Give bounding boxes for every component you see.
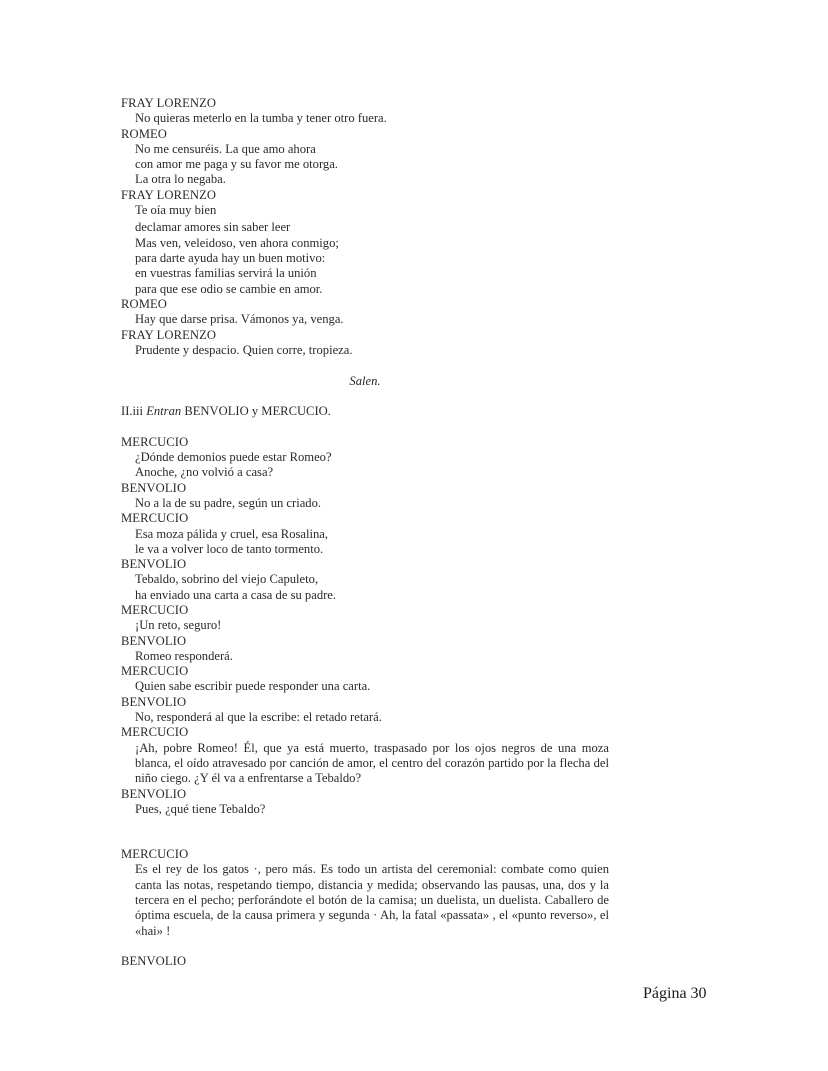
dialogue-line: Pues, ¿qué tiene Tebaldo? bbox=[135, 801, 266, 816]
dialogue-line: Romeo responderá. bbox=[135, 648, 233, 663]
dialogue-line: La otra lo negaba. bbox=[135, 172, 226, 187]
speaker-name: ROMEO bbox=[121, 297, 167, 312]
spacer bbox=[121, 817, 609, 847]
dialogue-line: No me censuréis. La que amo ahora bbox=[135, 141, 316, 156]
dialogue-line: con amor me paga y su favor me otorga. bbox=[135, 157, 338, 172]
speaker-name: FRAY LORENZO bbox=[121, 96, 217, 110]
speaker-name: MERCUCIO bbox=[121, 434, 189, 449]
dialogue-line: para que ese odio se cambie en amor. bbox=[135, 281, 323, 296]
dialogue-line: Anoche, ¿no volvió a casa? bbox=[135, 465, 274, 480]
dialogue-line: ¿Dónde demonios puede estar Romeo? bbox=[135, 450, 332, 465]
speaker-name: MERCUCIO bbox=[121, 725, 189, 740]
scene-heading bbox=[121, 404, 609, 419]
speaker-name: FRAY LORENZO bbox=[121, 327, 217, 342]
spacer bbox=[121, 389, 609, 404]
dialogue-line: No, responderá al que la escribe: el retado retará. bbox=[135, 710, 382, 725]
dialogue-line: Hay que darse prisa. Vámonos ya, venga. bbox=[135, 312, 344, 327]
speaker-name: MERCUCIO bbox=[121, 847, 189, 862]
speaker-name: BENVOLIO bbox=[121, 480, 187, 495]
dialogue-line: Mas ven, veleidoso, ven ahora conmigo; bbox=[135, 235, 339, 250]
dialogue-line: Prudente y despacio. Quien corre, tropieza. bbox=[135, 342, 353, 357]
dialogue-paragraph: Es el rey de los gatos ·, pero más. Es todo un artista del ceremonial: combate como quien canta las notas, respetando tiempo, distancia y medida; observando las pausas, una, dos y la tercera en el pecho; perforándote el botón de la camisa; un duelista, un duelista. Caballero de óptima escuela, de la causa primera y segunda · Ah, la fatal «passata» , el «punto reverso», el «hai» ! bbox=[135, 862, 609, 938]
speaker-name: BENVOLIO bbox=[121, 633, 187, 648]
scene-characters: BENVOLIO y MERCUCIO. bbox=[181, 404, 331, 419]
dialogue-line: para darte ayuda hay un buen motivo: bbox=[135, 251, 326, 266]
dialogue-line: Quien sabe escribir puede responder una carta. bbox=[135, 679, 371, 694]
page-number: Página 30 bbox=[643, 985, 707, 1002]
stage-direction: Salen. bbox=[349, 373, 381, 388]
speaker-name: BENVOLIO bbox=[121, 557, 187, 572]
speaker-name: FRAY LORENZO bbox=[121, 187, 217, 202]
scene-number: II.iii bbox=[121, 404, 147, 419]
dialogue-line: Esa moza pálida y cruel, esa Rosalina, bbox=[135, 526, 329, 541]
dialogue-line bbox=[121, 218, 609, 235]
speaker-name: MERCUCIO bbox=[121, 511, 189, 526]
spacer bbox=[121, 358, 609, 373]
dialogue-line: No quieras meterlo en la tumba y tener otro fuera. bbox=[135, 111, 387, 126]
speaker-name: MERCUCIO bbox=[121, 602, 189, 617]
dialogue-text: declamar amores sin saber leer bbox=[135, 220, 291, 235]
speaker-name: BENVOLIO bbox=[121, 694, 187, 709]
footnote-mark: · bbox=[293, 222, 296, 229]
speaker-name: BENVOLIO bbox=[121, 786, 187, 801]
spacer bbox=[121, 419, 609, 434]
dialogue-line: en vuestras familias servirá la unión bbox=[135, 266, 317, 281]
speaker-name: BENVOLIO bbox=[121, 954, 187, 969]
dialogue-line: ha enviado una carta a casa de su padre. bbox=[135, 587, 337, 602]
dialogue-line: ¡Un reto, seguro! bbox=[135, 618, 222, 633]
dialogue-line: Te oía muy bien bbox=[135, 203, 217, 218]
spacer bbox=[121, 939, 609, 954]
stage-direction-italic: Entran bbox=[146, 404, 182, 419]
speaker-name: ROMEO bbox=[121, 126, 167, 141]
speaker-name: MERCUCIO bbox=[121, 664, 189, 679]
script-text bbox=[121, 96, 609, 970]
dialogue-paragraph: ¡Ah, pobre Romeo! Él, que ya está muerto, traspasado por los ojos negros de una moza blanca, el oído atravesado por canción de amor, el centro del corazón partido por la flecha del niño ciego. ¿Y él va a enfrentarse a Tebaldo? bbox=[135, 740, 609, 786]
dialogue-line: Tebaldo, sobrino del viejo Capuleto, bbox=[135, 572, 319, 587]
dialogue-line: No a la de su padre, según un criado. bbox=[135, 495, 322, 510]
dialogue-line: le va a volver loco de tanto tormento. bbox=[135, 541, 324, 556]
